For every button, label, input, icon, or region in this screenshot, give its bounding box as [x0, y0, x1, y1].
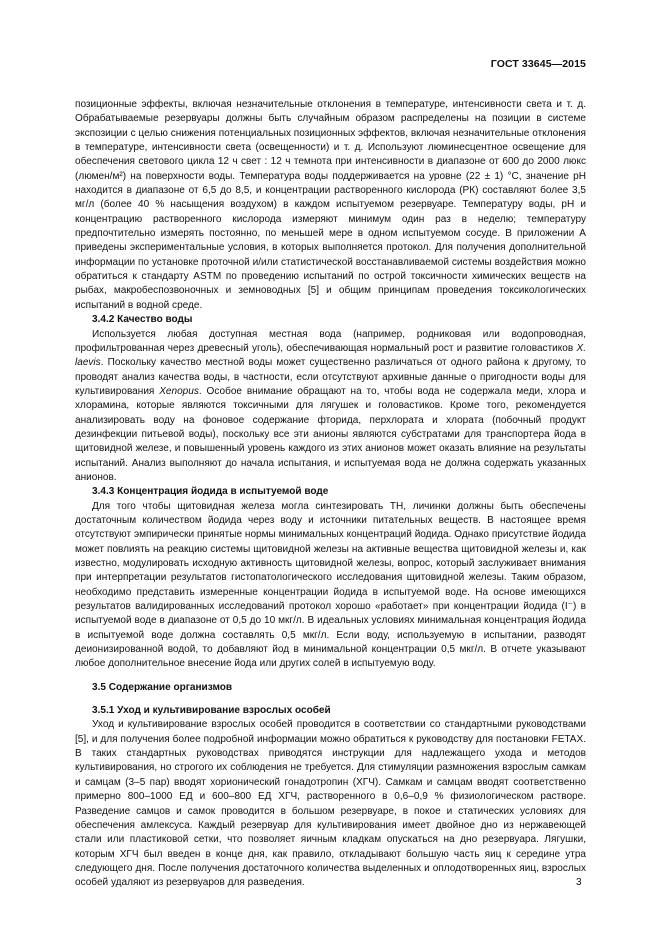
section-heading-3-5: 3.5 Содержание организмов — [92, 681, 233, 693]
paragraph-positional-effects: позиционные эффекты, включая незначительные отклонения в температуре, интенсивности света и т. д. Обрабатываемые резервуары должны быть случайным образом распределены на позиции в системе экспозиции с целью снижения потенциальных позиционных эффектов, включая незначительные отклонения в температуре, интенсивности света (освещенности) и т. д. Используют люминесцентное освещение для обеспечения светового цикла 12 ч свет : 12 ч темнота при интенсивности в диапазоне от 600 до 2000 люкс (люмен/м²) на поверхности воды. Температура воды поддерживается на уровне (22 ± 1) °С, значение рН находится в диапазоне от 6,5 до 8,5, и концентрации растворенного кислорода (РК) составляют более 3,5 мг/л (более 40 % насыщения воздухом) в каждом испытуемом резервуаре. Температуру воды, рН и концентрацию растворенного кислорода измеряют минимум один раз в неделю; температуру предпочтительно измерять постоянно, по меньшей мере в одном испытуемом сосуде. В приложении А приведены экспериментальные условия, в которых выполняется протокол. Для получения дополнительной информации по установке проточной и/или статистической восстанавливаемой системы воздействия можно обратиться к стандарту ASTM по проведению испытаний по острой токсичности химических веществ на рыбах, макробеспозвоночных и земноводных [5] и общим принципам проведения токсикологических испытаний в водной среде. — [75, 99, 586, 311]
page-number: 3 — [576, 877, 582, 888]
paragraph-adult-care: Уход и культивирование взрослых особей проводится в соответствии со стандартными руководствами [5], и для получения более подробной информации можно обратиться к руководству для постановки FETAX. В таких стандартных руководствах приводятся инструкции для надлежащего ухода и методов культивирования, но строгого их соблюдения не требуется. Для стимуляции размножения взрослым самкам и самцам (3–5 пар) вводят хорионический гонадотропин (ХГЧ). Самкам и самцам вводят соответственно примерно 800–1000 ЕД и 600–800 ЕД ХГЧ, растворенного в 0,6–0,9 % физиологическом растворе. Разведение самцов и самок проводится в большом резервуаре, в покое и статических условиях для обеспечения амлексуса. Каждый резервуар для культивирования имеет двойное дно из нержавеющей стали или пластиковой сетки, что позволяет яичным кладкам опускаться на дно резервуара. Лягушки, которым ХГЧ был введен в конце дня, как правило, откладывают большую часть яиц к середине утра следующего дня. После получения достаточного количества выделенных и оплодотворенных яиц, взрослых особей удаляют из резервуаров для разведения. — [75, 719, 586, 889]
species-name: X. laevis — [75, 342, 586, 369]
section-heading-3-4-2: 3.4.2 Качество воды — [92, 314, 193, 326]
paragraph-iodide-concentration: Для того чтобы щитовидная железа могла синтезировать ТН, личинки должны быть обеспечены достаточным количеством йодида через воду и источники питательных веществ. В настоящее время отсутствуют эмпирически принятые нормы минимальных концентраций йодида. Однако присутствие йодида может повлиять на реакцию системы щитовидной железы на активные вещества щитовидной железы и, как известно, модулировать исходную активность щитовидной железы, вопрос, который заслуживает внимания при интерпретации результатов гистопатологического исследования щитовидной железы. Таким образом, необходимо представить измеренные концентрации йодида в испытуемой воде. На основе имеющихся результатов валидированных исследований протокол хорошо «работает» при концентрации йодида (I⁻) в испытуемой воде в диапазоне от 0,5 до 10 мкг/л. В идеальных условиях минимальная концентрация йодида в испытуемой воде должна составлять 0,5 мкг/л. Если воду, используемую в испытании, разводят деионизированной водой, то добавляют йод в минимальной концентрации 0,5 мкг/л. В отчете указывают любое дополнительное внесение йода или других солей в испытуемую воду. — [75, 500, 586, 670]
document-body — [75, 98, 586, 891]
section-heading-3-5-1: 3.5.1 Уход и культивирование взрослых особей — [92, 705, 331, 717]
paragraph-water-quality: Используется любая доступная местная вода (например, родниковая или водопроводная, профильтрованная через древесный уголь), обеспечивающая нормальный рост и развитие головастиков X. laevis. Поскольку качество местной воды может существенно различаться от одного района к другому, то проводят анализ качества воды, в частности, если отсутствуют архивные данные о пригодности воды для культивирования Xenopus. Особое внимание обращают на то, чтобы вода не содержала меди, хлора и хлорамина, которые являются токсичными для лягушек и головастиков. Кроме того, рекомендуется анализировать воду на фоновое содержание фторида, перхлората и хлората (побочный продукт дезинфекции питьевой воды), поскольку все эти анионы являются субстратами для транспортера йода в щитовидной железе, и повышенный уровень каждого из этих анионов может оказать влияние на результаты испытаний. Анализ выполняют до начала испытания, и испытуемая вода не должна содержать указанных анионов. — [75, 328, 586, 483]
standard-code: ГОСТ 33645—2015 — [490, 58, 586, 70]
genus-name: Xenopus — [159, 385, 199, 397]
document-header — [491, 58, 586, 70]
section-heading-3-4-3: 3.4.3 Концентрация йодида в испытуемой воде — [92, 486, 329, 498]
